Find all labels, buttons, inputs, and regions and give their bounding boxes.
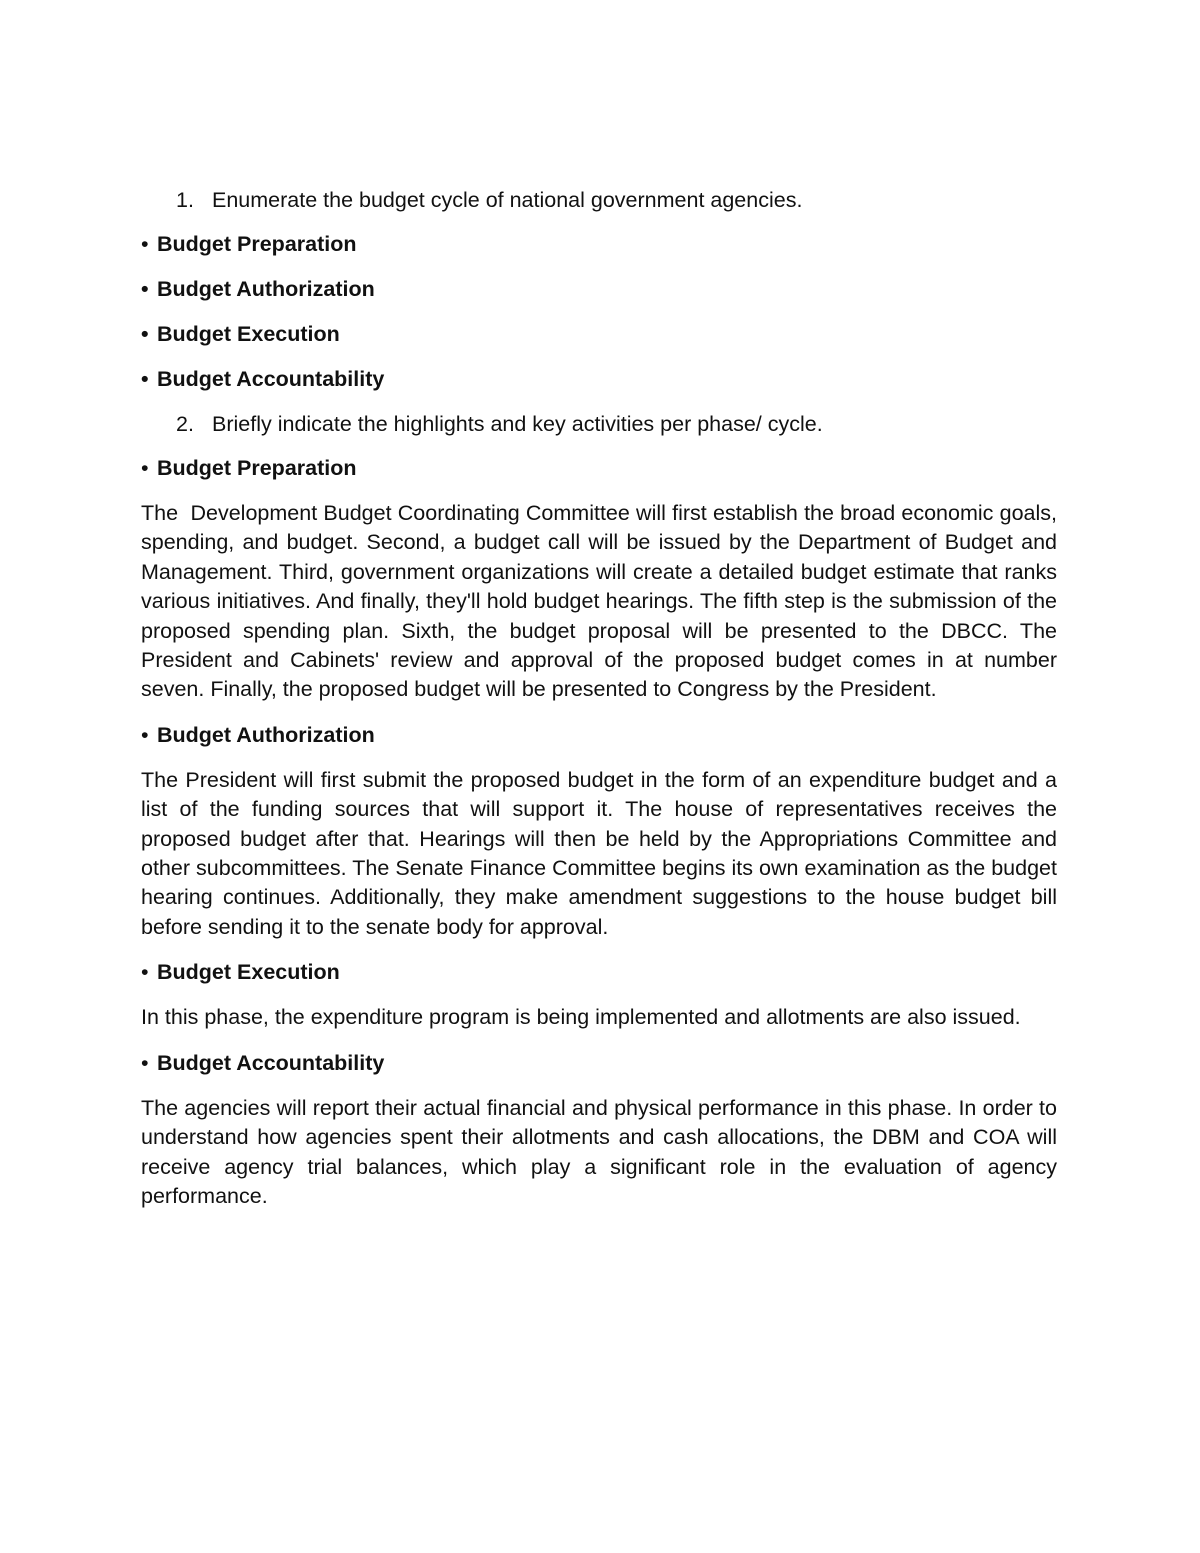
phase-heading-label: Budget Execution — [157, 960, 340, 985]
cycle-list-item-accountability — [141, 365, 1057, 394]
bullet-icon: • — [141, 232, 149, 256]
phase-description-accountability: The agencies will report their actual financial and physical performance in this phase. In order to understand how agencies spent their allotments and cash allocations, the DBM and COA will receive agency trial balances, which play a significant role in the evaluation of agency performance. — [141, 1095, 1057, 1208]
cycle-label: Budget Preparation — [157, 232, 357, 256]
bullet-icon: • — [141, 960, 149, 985]
bullet-icon: • — [141, 277, 149, 301]
phase-heading-accountability — [141, 1049, 1057, 1078]
cycle-label: Budget Execution — [157, 322, 340, 346]
phase-description-authorization: The President will first submit the proposed budget in the form of an expenditure budget and a list of the funding sources that will support it. The house of representatives receives the proposed budget after that. Hearings will then be held by the Appropriations Committee and other subcommittees. The Senate Finance Committee begins its own examination as the budget hearing continues. Additionally, they make amendment suggestions to the house budget bill before sending it to the senate body for approval. — [141, 767, 1057, 939]
cycle-label: Budget Accountability — [157, 367, 385, 391]
bullet-icon: • — [141, 1050, 149, 1075]
phase-heading-label: Budget Accountability — [157, 1050, 385, 1075]
cycle-list-item-authorization — [141, 275, 1057, 304]
phase-heading-label: Budget Authorization — [157, 722, 375, 747]
phase-description-preparation: The Development Budget Coordinating Committee will first establish the broad economic goals, spending, and budget. Second, a budget call will be issued by the Department of Budget and Management. Third, government organizations will create a detailed budget estimate that ranks various initiatives. And finally, they'll hold budget hearings. The fifth step is the submission of the proposed spending plan. Sixth, the budget proposal will be presented to the DBCC. The President and Cabinets' review and approval of the proposed budget comes in at number seven. Finally, the proposed budget will be presented to Congress by the President. — [141, 501, 1063, 702]
phase-heading-execution — [141, 958, 1057, 987]
bullet-icon: • — [141, 722, 149, 747]
cycle-list-item-execution — [141, 320, 1057, 349]
question-number: 1. — [176, 188, 194, 212]
question-text: Briefly indicate the highlights and key activities per phase/ cycle. — [212, 412, 823, 436]
bullet-icon: • — [141, 456, 149, 480]
question-text: Enumerate the budget cycle of national government agencies. — [212, 188, 803, 212]
phase-heading-preparation — [141, 454, 1057, 483]
cycle-label: Budget Authorization — [157, 277, 375, 301]
phase-description-execution: In this phase, the expenditure program is being implemented and allotments are also issued. — [141, 1005, 1021, 1030]
bullet-icon: • — [141, 367, 149, 391]
question-2 — [141, 410, 1057, 439]
question-1 — [141, 186, 1057, 215]
document-content — [141, 186, 1063, 1227]
bullet-icon: • — [141, 322, 149, 346]
question-number: 2. — [176, 412, 194, 436]
cycle-list-item-preparation — [141, 230, 1057, 259]
phase-heading-label: Budget Preparation — [157, 456, 357, 480]
phase-heading-authorization — [141, 721, 1057, 750]
